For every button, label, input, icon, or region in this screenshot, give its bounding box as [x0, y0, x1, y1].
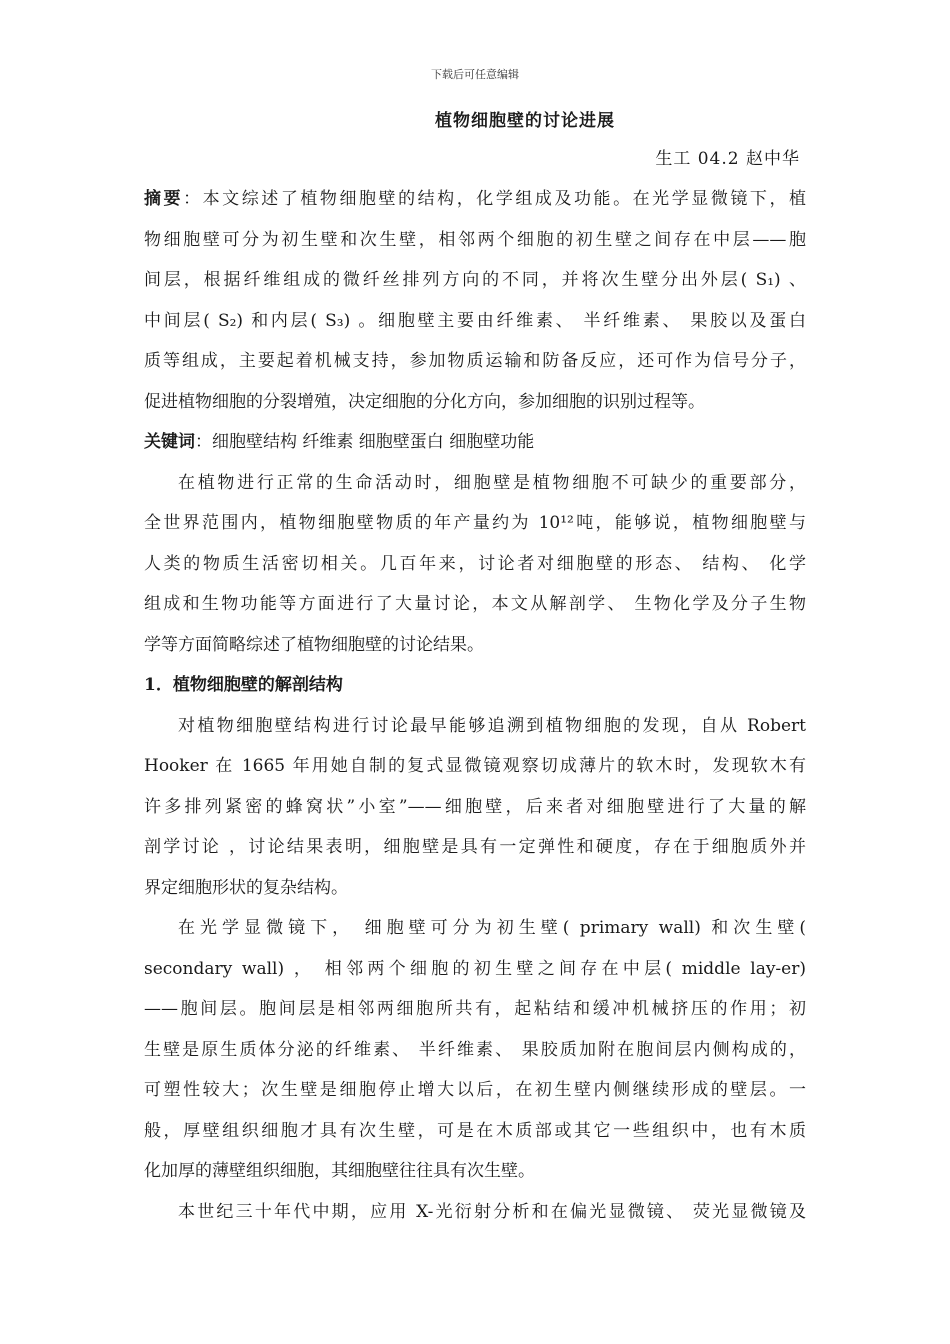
paragraph-line: 对植物细胞壁结构进行讨论最早能够追溯到植物细胞的发现，自从 Robert — [178, 715, 806, 736]
abstract-line: 促进植物细胞的分裂增殖，决定细胞的分化方向，参加细胞的识别过程等。 — [144, 391, 705, 412]
abstract-line: 间层，根据纤维组成的微纤丝排列方向的不同，并将次生壁分出外层( S₁) 、 — [144, 270, 806, 290]
paragraph-line: 般，厚壁组织细胞才具有次生壁，可是在木质部或其它一些组织中，也有木质 — [144, 1120, 806, 1141]
paragraph-line: Hooker 在 1665 年用她自制的复式显微镜观察切成薄片的软木时，发现软木有 — [144, 756, 806, 776]
paragraph-line: 可塑性较大；次生壁是细胞停止增大以后，在初生壁内侧继续形成的壁层。一 — [144, 1080, 806, 1100]
intro-line: 全世界范围内，植物细胞壁物质的年产量约为 10¹²吨，能够说，植物细胞壁与 — [144, 513, 806, 533]
keywords-line: 关键词：细胞壁结构 纤维素 细胞壁蛋白 细胞壁功能 — [144, 432, 535, 452]
abstract-line: 质等组成，主要起着机械支持，参加物质运输和防备反应，还可作为信号分子， — [144, 351, 806, 371]
intro-line: 人类的物质生活密切相关。几百年来，讨论者对细胞壁的形态、 结构、 化学 — [144, 553, 806, 574]
paragraph-line: 界定细胞形状的复杂结构。 — [144, 877, 348, 898]
paragraph-line: 许多排列紧密的蜂窝状”小室”——细胞壁，后来者对细胞壁进行了大量的解 — [144, 796, 806, 817]
abstract-line: 中间层( S₂) 和内层( S₃) 。细胞壁主要由纤维素、 半纤维素、 果胶以及蛋白 — [144, 310, 806, 331]
paragraph-line: 生壁是原生质体分泌的纤维素、 半纤维素、 果胶质加附在胞间层内侧构成的， — [144, 1039, 806, 1060]
page-header: 下载后可任意编辑 — [431, 68, 519, 81]
paragraph-line: 本世纪三十年代中期，应用 X-光衍射分析和在偏光显微镜、 荧光显微镜及 — [178, 1201, 806, 1222]
paragraph-line: 在光学显微镜下， 细胞壁可分为初生壁( primary wall) 和次生壁( — [178, 918, 806, 938]
document-title: 植物细胞壁的讨论进展 — [435, 111, 615, 131]
intro-line: 组成和生物功能等方面进行了大量讨论，本文从解剖学、 生物化学及分子生物 — [144, 594, 806, 614]
paragraph-line: 剖学讨论 ，讨论结果表明，细胞壁是具有一定弹性和硬度，存在于细胞质外并 — [144, 837, 806, 857]
intro-line: 在植物进行正常的生命活动时，细胞壁是植物细胞不可缺少的重要部分， — [178, 472, 806, 493]
abstract-label: 摘要 — [144, 189, 184, 209]
intro-line: 学等方面简略综述了植物细胞壁的讨论结果。 — [144, 634, 484, 655]
paragraph-line: ——胞间层。胞间层是相邻两细胞所共有，起粘结和缓冲机械挤压的作用；初 — [144, 999, 806, 1019]
abstract-line: 物细胞壁可分为初生壁和次生壁，相邻两个细胞的初生壁之间存在中层——胞 — [144, 229, 806, 250]
section-heading: 1．植物细胞壁的解剖结构 — [144, 675, 343, 695]
author-line: 生工 04.2 赵中华 — [655, 149, 800, 169]
document-body — [144, 179, 806, 1232]
paragraph-line: secondary wall) ， 相邻两个细胞的初生壁之间存在中层( middle lay-er) — [144, 958, 806, 979]
abstract-line: 摘要：本文综述了植物细胞壁的结构，化学组成及功能。在光学显微镜下，植 — [144, 189, 806, 209]
paragraph-line: 化加厚的薄壁组织细胞，其细胞壁往往具有次生壁。 — [144, 1161, 535, 1181]
keywords-label: 关键词 — [144, 432, 195, 452]
